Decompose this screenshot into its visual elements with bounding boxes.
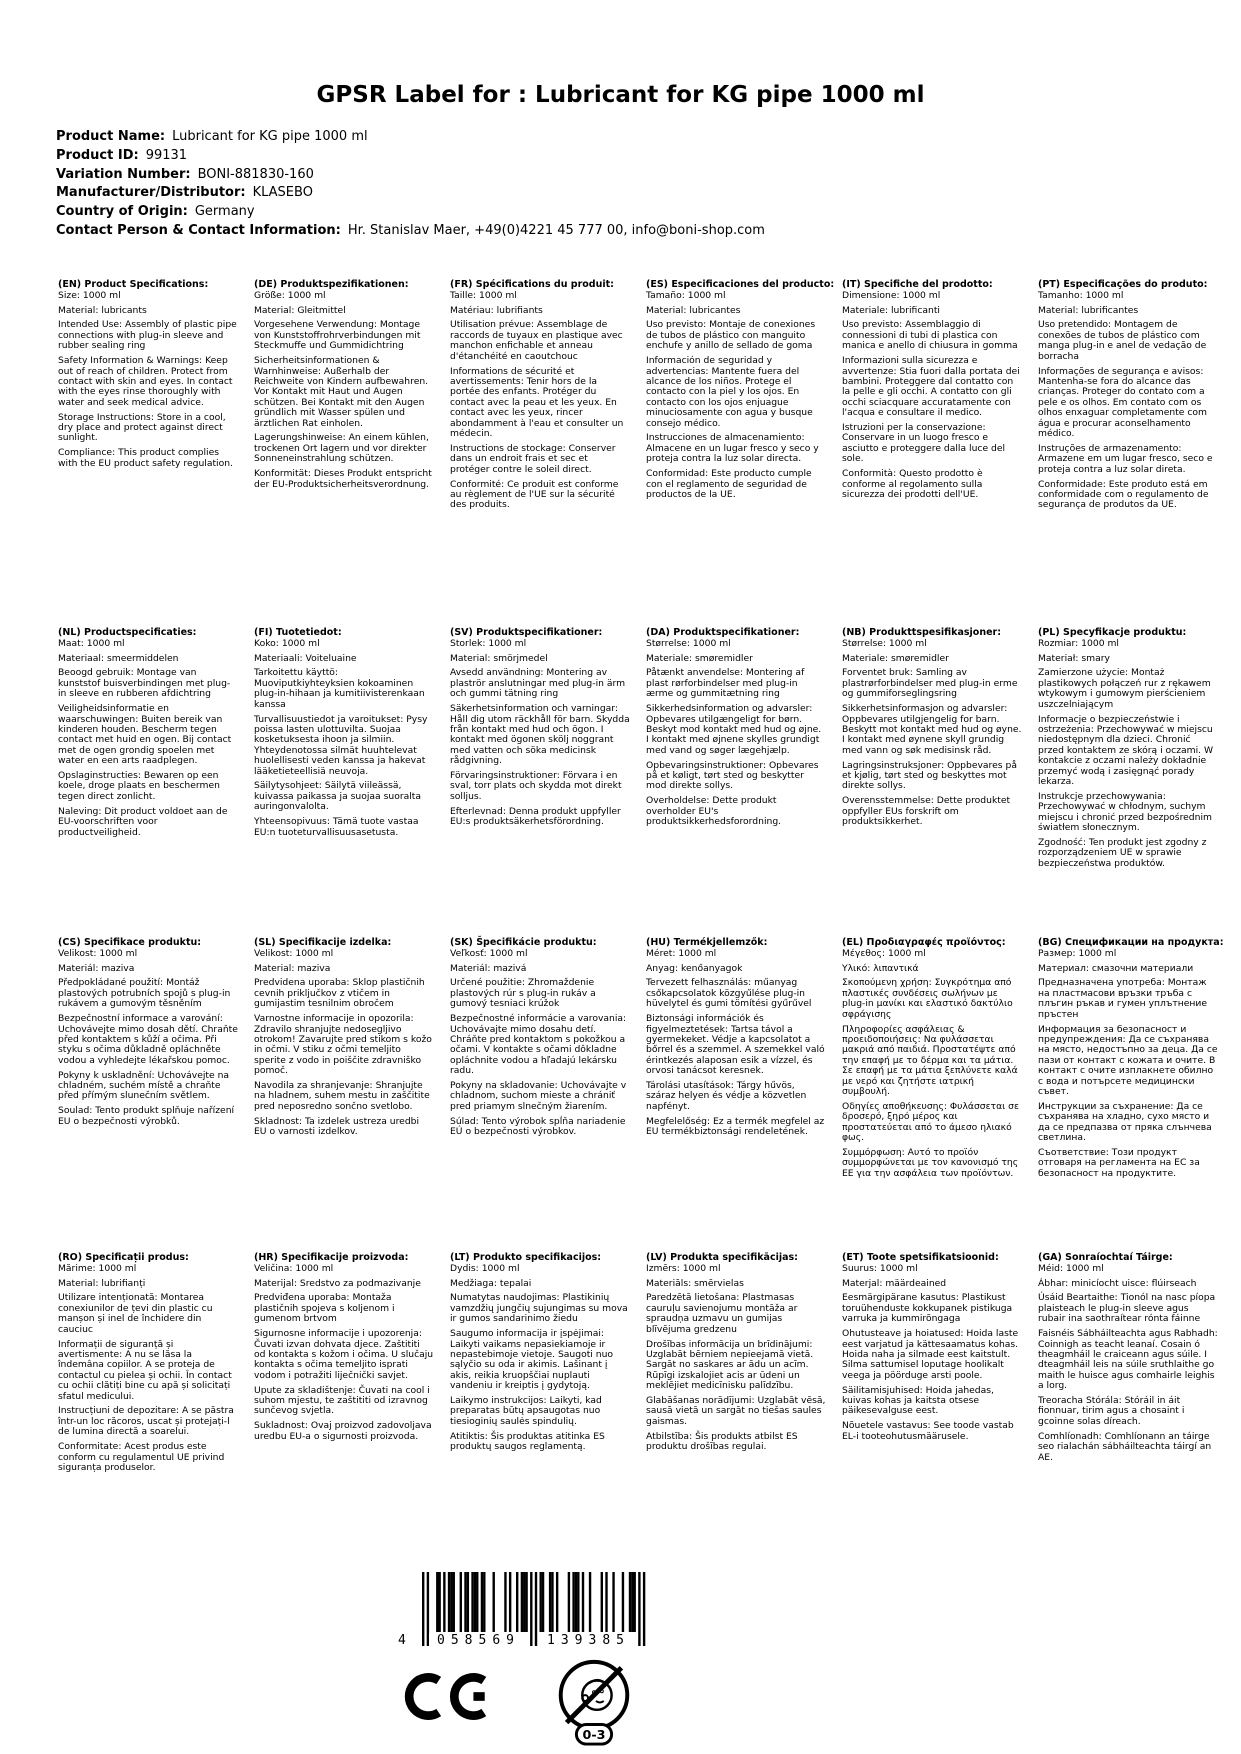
lang-paragraph: Suurus: 1000 ml xyxy=(842,1262,918,1274)
lang-paragraph: Turvallisuustiedot ja varoitukset: Pysy poissa lasten ulottuvilta. Suojaa kosketuksesta ihoon ja silmiin. Yhteydenotossa silmät huuhtelevat huolellisesti veden kanssa ja hakevat lääketieteellisiä neuvoja. xyxy=(254,713,428,777)
lang-paragraph: Zgodność: Ten produkt jest zgodny z rozporządzeniem UE w sprawie bezpieczeństwa produktów. xyxy=(1038,837,1207,869)
lang-paragraph: Bezpečnostné informácie a varovania: Uchovávajte mimo dosahu detí. Chráňte pred kontaktom s pokožkou a očami. V kontakte s očami dôkladne opláchnite vodou a hľadajú lekársku radu. xyxy=(450,1013,627,1077)
language-grid xyxy=(58,279,1224,1478)
lang-paragraph: Información de seguridad y advertencias: Mantente fuera del alcance de los niños. Protege el contacto con la piel y los ojos. En contacto con los ojos enjuague minuciosamente con agua y busque consejo médico. xyxy=(646,355,813,429)
lang-paragraph: Skladnost: Ta izdelek ustreza uredbi EU o varnosti izdelkov. xyxy=(254,1115,420,1138)
lang-paragraph: Instructions de stockage: Conserver dans un endroit frais et sec et protéger contre le soleil direct. xyxy=(450,442,616,475)
lang-paragraph: Veiligheidsinformatie en waarschuwingen: Buiten bereik van kinderen houden. Bescherm tegen contact met huid en ogen. Bij contact met de ogen grondig spoelen met water en een arts raadplegen. xyxy=(58,703,232,767)
lang-paragraph: Säilytysohjeet: Säilytä viileässä, kuivassa paikassa ja suojaa suoralta auringonvalolta. xyxy=(254,780,422,813)
lang-block-da xyxy=(646,628,826,832)
page-title: GPSR Label for : Lubricant for KG pipe 1000 ml xyxy=(316,82,925,108)
lang-paragraph: Conformidad: Este producto cumple con el reglamento de seguridad de productos de la UE. xyxy=(646,468,812,500)
lang-paragraph: Safety Information & Warnings: Keep out of reach of children. Protect from contact with skin and eyes. In contact with the eyes rinse thoroughly with water and seek medical advice. xyxy=(58,355,233,408)
lang-heading: (SL) Specifikacije izdelka: xyxy=(254,937,392,948)
lang-paragraph: Rozmiar: 1000 ml xyxy=(1038,637,1119,649)
lang-heading: (EN) Product Specifications: xyxy=(58,279,209,290)
lang-paragraph: Pokyny k uskladnění: Uchovávejte na chladném, suchém místě a chraňte před přímým slunečním světlem. xyxy=(58,1069,230,1102)
lang-paragraph: Materiál: mazivá xyxy=(450,962,527,974)
lang-paragraph: Size: 1000 ml xyxy=(58,289,121,301)
lang-paragraph: Yhteensopivuus: Tämä tuote vastaa EU:n tuoteturvallisuusasetusta. xyxy=(254,816,419,838)
lang-paragraph: Ohutusteave ja hoiatused: Hoida laste eest varjatud ja kättesaamatus kohas. Hoida naha ja silmade eest kaitstult. Silma sattumisel loputage hoolikalt veega ja pöörduge arsti poole. xyxy=(842,1328,1019,1381)
lang-paragraph: Informations de sécurité et avertissements: Tenir hors de la portée des enfants. Protéger du contact avec la peau et les yeux. En contact avec les yeux, rincer abondamment à l'eau et consulter un médecin. xyxy=(450,365,624,439)
lang-paragraph: Dydis: 1000 ml xyxy=(450,1262,520,1274)
barcode-area xyxy=(396,1572,658,1664)
lang-paragraph: Určené použitie: Zhromaždenie plastových rúr s plug-in rukáv a gumový tesniaci krúžok xyxy=(450,977,596,1010)
lang-paragraph: Инструкции за съхранение: Да се съхранява на хладно, сухо място и да се предпазва от пряка слънчева светлина. xyxy=(1038,1100,1212,1144)
lang-paragraph: Sikkerhedsinformation og advarsler: Opbevares utilgængeligt for børn. Beskyt mod kontakt med hud og øjne. I kontakt med øjnene skylles grundigt med vand og søger lægehjælp. xyxy=(646,703,822,756)
lang-paragraph: Nõuetele vastavus: See toode vastab EL-i tooteohutusmäärusele. xyxy=(842,1420,1014,1442)
lang-paragraph: Uso previsto: Montaje de conexiones de tubos de plástico con manguito enchufe y anillo de sellado de goma xyxy=(646,319,816,352)
lang-paragraph: Megfelelőség: Ez a termék megfelel az EU termékbiztonsági rendeletének. xyxy=(646,1115,825,1138)
lang-paragraph: Съответствие: Този продукт отговаря на регламента на ЕС за безопасност на продуктите. xyxy=(1038,1147,1200,1179)
lang-paragraph: Uso pretendido: Montagem de conexões de tubos de plástico com manga plug-in e anel de vedação de borracha xyxy=(1038,319,1207,362)
lang-paragraph: Tamanho: 1000 ml xyxy=(1038,289,1124,301)
lang-heading: (HR) Specifikacije proizvoda: xyxy=(254,1252,409,1263)
lang-paragraph: Medžiaga: tepalai xyxy=(450,1277,532,1289)
product-info-label: Variation Number: xyxy=(56,166,191,182)
lang-paragraph: Sicherheitsinformationen & Warnhinweise: Außerhalb der Reichweite von Kindern aufbewahren. Vor Kontakt mit Haut und Augen schützen. Bei Kontakt mit den Augen gründlich mit Wasser spülen und ärztlichen Rat einholen. xyxy=(254,355,429,429)
lang-heading: (LV) Produkta specifikācijas: xyxy=(646,1252,798,1263)
lang-paragraph: Förvaringsinstruktioner: Förvara i en sval, torr plats och skydda mot direkt solljus. xyxy=(450,770,622,802)
lang-paragraph: Predvidena uporaba: Sklop plastičnih cevnih priključkov z vtičem in gumijastim tesnilnim obročem xyxy=(254,977,425,1010)
lang-paragraph: Zamierzone użycie: Montaż plastikowych połączeń rur z rękawem wtykowym i gumowym pierścieniem uszczelniającym xyxy=(1038,667,1211,710)
lang-paragraph: Istruzioni per la conservazione: Conservare in un luogo fresco e asciutto e proteggere dalla luce del sole. xyxy=(842,422,1006,465)
lang-block-nb xyxy=(842,628,1022,832)
lang-heading: (CS) Specifikace produktu: xyxy=(58,937,202,948)
lang-heading: (ES) Especificaciones del producto: xyxy=(646,279,835,290)
lang-paragraph: Paredzētā lietošana: Plastmasas cauruļu savienojumu montāža ar spraudņa uzmavu un gumijas blīvējuma gredzenu xyxy=(646,1292,798,1335)
lang-paragraph: Úsáid Beartaithe: Tionól na nasc píopa plaisteach le plug-in sleeve agus rubair ina saothraítear rónta fáinne xyxy=(1038,1292,1216,1325)
lang-paragraph: Materijal: Sredstvo za podmazivanje xyxy=(254,1277,421,1289)
lang-heading: (NL) Productspecificaties: xyxy=(58,627,197,638)
lang-block-et xyxy=(842,1253,1022,1447)
lang-paragraph: Maat: 1000 ml xyxy=(58,637,125,649)
lang-paragraph: Laikymo instrukcijos: Laikyti, kad preparatas būtų apsaugotas nuo tiesioginių saulės spindulių. xyxy=(450,1395,602,1427)
lang-paragraph: Velikost: 1000 ml xyxy=(58,947,138,959)
product-info-value: BONI-881830-160 xyxy=(197,166,314,182)
lang-block-pt xyxy=(1038,280,1218,515)
lang-block-lv xyxy=(646,1253,826,1457)
product-info-row xyxy=(56,128,765,147)
lang-paragraph: Conformité: Ce produit est conforme au règlement de l'UE sur la sécurité des produits. xyxy=(450,478,619,511)
lang-paragraph: Navodila za shranjevanje: Shranjujte na hladnem, suhem mestu in zaščitite pred neposredno sončno svetlobo. xyxy=(254,1080,430,1112)
barcode-digit-first: 4 xyxy=(398,1633,406,1648)
lang-block-fr xyxy=(450,280,630,515)
lang-paragraph: Größe: 1000 ml xyxy=(254,289,326,301)
lang-paragraph: Materiál: maziva xyxy=(58,962,135,974)
lang-heading: (DA) Produktspecifikationer: xyxy=(646,627,800,638)
product-info-label: Country of Origin: xyxy=(56,204,188,220)
lang-paragraph: Säkerhetsinformation och varningar: Håll dig utom räckhåll för barn. Skydda från kontakt med hud och ögon. I kontakt med ögonen skölj noggrant med vatten och söka medicinsk rådgivning. xyxy=(450,703,630,767)
lang-paragraph: Pokyny na skladovanie: Uchovávajte v chladnom, suchom mieste a chrániť pred priamym slnečným žiarením. xyxy=(450,1080,627,1112)
lang-paragraph: Lagringsinstruksjoner: Oppbevares på et kjølig, tørt sted og beskyttes mot direkte sollys. xyxy=(842,759,1017,792)
lang-paragraph: Instruções de armazenamento: Armazene em um lugar fresco, seco e proteja contra a luz solar direta. xyxy=(1038,442,1213,475)
lang-paragraph: Compliance: This product complies with the EU product safety regulation. xyxy=(58,447,233,469)
lang-paragraph: Forventet bruk: Samling av plastrørforbindelser med plug-in erme og gummiforseglingsring xyxy=(842,667,1018,700)
lang-paragraph: Méid: 1000 ml xyxy=(1038,1262,1104,1274)
lang-paragraph: Soulad: Tento produkt splňuje nařízení EU o bezpečnosti výrobků. xyxy=(58,1105,235,1127)
lang-paragraph: Předpokládané použití: Montáž plastových potrubních spojů s plug-in rukávem a gumovým těsněním xyxy=(58,977,231,1010)
lang-paragraph: Информация за безопасност и предупреждения: Да се съхранява на място, недостъпно за деца. Да се пази от контакт с кожата и очите. В контакт с очите изплакнете обилно с вода и потърсете медицински съвет. xyxy=(1038,1023,1218,1097)
lang-paragraph: Varnostne informacije in opozorila: Zdravilo shranjujte nedosegljivo otrokom! Zavarujte pred stikom s kožo in očmi. V stiku z očmi temeljito sperite z vodo in poiščite zdravniško pomoč. xyxy=(254,1013,432,1077)
lang-paragraph: Velikost: 1000 ml xyxy=(254,947,334,959)
lang-paragraph: Atbilstība: Šis produkts atbilst ES produktu drošības regulai. xyxy=(646,1430,798,1453)
lang-paragraph: Tamaño: 1000 ml xyxy=(646,289,726,301)
lang-paragraph: Lagerungshinweise: An einem kühlen, trockenen Ort lagern und vor direkter Sonneneinstrahlung schützen. xyxy=(254,432,429,465)
lang-paragraph: Συμμόρφωση: Αυτό το προϊόν συμμορφώνεται με τον κανονισμό της ΕΕ για την ασφάλεια των προϊόντων. xyxy=(842,1147,1019,1179)
lang-paragraph: Súlad: Tento výrobok spĺňa nariadenie EÚ o bezpečnosti výrobkov. xyxy=(450,1115,626,1138)
lang-paragraph: Μέγεθος: 1000 ml xyxy=(842,947,926,959)
ce-mark-icon xyxy=(404,1672,496,1725)
product-info xyxy=(56,128,765,241)
lang-paragraph: Materiaal: smeermiddelen xyxy=(58,652,179,664)
product-info-label: Contact Person & Contact Information: xyxy=(56,222,341,238)
lang-paragraph: Påtænkt anvendelse: Montering af plast rørforbindelser med plug-in ærme og gummitætning ring xyxy=(646,667,805,700)
lang-heading: (DE) Produktspezifikationen: xyxy=(254,279,409,290)
lang-heading: (HU) Termékjellemzők: xyxy=(646,937,768,948)
lang-paragraph: Overensstemmelse: Dette produktet oppfyller EUs forskrift om produktsikkerhet. xyxy=(842,795,1011,828)
lang-paragraph: Naleving: Dit product voldoet aan de EU-voorschriften voor productveiligheid. xyxy=(58,805,228,838)
product-info-value: Germany xyxy=(194,204,255,220)
product-info-value: 99131 xyxy=(145,147,188,163)
lang-paragraph: Informações de segurança e avisos: Mantenha-se fora do alcance das crianças. Proteger do contato com a pele e os olhos. Em contato com os olhos enxaguar completamente com água e procurar aconselhamento médico. xyxy=(1038,365,1207,439)
lang-paragraph: Material: lubricants xyxy=(58,304,147,316)
product-info-value: Lubricant for KG pipe 1000 ml xyxy=(172,129,368,144)
lang-paragraph: Opbevaringsinstruktioner: Opbevares på et køligt, tørt sted og beskytter mod direkte sollys. xyxy=(646,759,819,792)
lang-heading: (PT) Especificações do produto: xyxy=(1038,279,1208,290)
lang-paragraph: Vorgesehene Verwendung: Montage von Kunststoffrohrverbindungen mit Steckmuffe und Gummidichtring xyxy=(254,319,421,352)
lang-paragraph: Ábhar: minicíocht uisce: flúirseach xyxy=(1038,1277,1197,1289)
lang-block-it xyxy=(842,280,1022,505)
lang-paragraph: Izmērs: 1000 ml xyxy=(646,1262,721,1274)
lang-paragraph: Material: smörjmedel xyxy=(450,652,548,664)
age-warning-label: 0-3 xyxy=(582,1727,606,1743)
lang-paragraph: Предназначена употреба: Монтаж на пластмасови връзки тръба с плъгин ръкав и гумен уплътнение пръстен xyxy=(1038,977,1208,1020)
lang-block-hu xyxy=(646,938,826,1142)
lang-paragraph: Anyag: kenőanyagok xyxy=(646,962,743,974)
lang-paragraph: Materiāls: smērvielas xyxy=(646,1277,744,1289)
lang-paragraph: Conformitate: Acest produs este conform cu regulamentul UE privind siguranța produselor. xyxy=(58,1441,225,1473)
lang-paragraph: Säilitamisjuhised: Hoida jahedas, kuivas kohas ja kaitsta otsese päikesevalguse eest. xyxy=(842,1384,994,1417)
lang-block-bg xyxy=(1038,937,1224,1184)
lang-paragraph: Tarkoitettu käyttö: Muoviputkiyhteyksien kokoaminen plug-in-hihaan ja kumitiivisterenkaan kanssa xyxy=(254,667,425,710)
lang-paragraph: Material: lubrificantes xyxy=(1038,304,1139,316)
lang-paragraph: Intended Use: Assembly of plastic pipe connections with plug-in sleeve and rubber sealing ring xyxy=(58,319,237,352)
lang-heading: (LT) Produkto specifikacijos: xyxy=(450,1252,602,1263)
product-info-value: Hr. Stanislav Maer, +49(0)4221 45 777 00, info@boni-shop.com xyxy=(347,222,765,238)
lang-paragraph: Størrelse: 1000 ml xyxy=(646,637,731,649)
lang-block-sv xyxy=(450,628,630,832)
product-info-label: Product ID: xyxy=(56,147,139,163)
lang-paragraph: Materiaali: Voiteluaine xyxy=(254,652,357,664)
lang-paragraph: Tervezett felhasználás: műanyag csőkapcsolatok közgyűlése plug-in hüvelytel és gumi tömítési gyűrűvel xyxy=(646,977,812,1010)
lang-paragraph: Materiale: smøremidler xyxy=(842,652,949,664)
lang-heading: (NB) Produkttspesifikasjoner: xyxy=(842,627,1002,638)
lang-heading: (ET) Toote spetsifikatsioonid: xyxy=(842,1252,999,1263)
lang-paragraph: Veličina: 1000 ml xyxy=(254,1262,334,1274)
lang-paragraph: Matériau: lubrifiants xyxy=(450,304,543,316)
lang-paragraph: Beoogd gebruik: Montage van kunststof buisverbindingen met plug-in sleeve en rubberen afdichtring xyxy=(58,667,231,700)
lang-paragraph: Faisnéis Sábháilteachta agus Rabhadh: Coinnigh as teacht leanaí. Cosain ó theagmháil le craiceann agus súile. I dteagmháil leis na súile sruthlaithe go maith le huisce agus comhairle leighis a lorg. xyxy=(1038,1328,1218,1392)
lang-block-ro xyxy=(58,1253,238,1478)
lang-paragraph: Materiale: smøremidler xyxy=(646,652,753,664)
lang-paragraph: Πληροφορίες ασφάλειας & προειδοποιήσεις: Να φυλάσσεται μακριά από παιδιά. Προστατέψτε από την επαφή με το δέρμα και τα μάτια. Σε επαφή με τα μάτια ξεπλύνετε καλά με νερό και ζητήστε ιατρική συμβουλή. xyxy=(842,1023,1018,1097)
age-warning-0-3-icon xyxy=(552,1656,636,1752)
lang-paragraph: Materiał: smary xyxy=(1038,652,1110,664)
product-info-row xyxy=(56,203,765,222)
lang-paragraph: Mărime: 1000 ml xyxy=(58,1262,137,1274)
lang-block-sk xyxy=(450,938,630,1142)
lang-paragraph: Materjal: määrdeained xyxy=(842,1277,947,1289)
lang-paragraph: Numatytas naudojimas: Plastikinių vamzdžių jungčių sujungimas su mova ir gumos sandarinimo žiedu xyxy=(450,1292,628,1325)
lang-paragraph: Koko: 1000 ml xyxy=(254,637,320,649)
product-info-row xyxy=(56,184,765,203)
lang-block-el xyxy=(842,938,1022,1184)
product-info-value: KLASEBO xyxy=(252,185,313,201)
lang-paragraph: Material: lubrifianți xyxy=(58,1277,146,1289)
lang-paragraph: Konformität: Dieses Produkt entspricht der EU-Produktsicherheitsverordnung. xyxy=(254,468,432,490)
lang-paragraph: Utilizare intenționată: Montarea conexiunilor de țevi din plastic cu manșon și inel de închidere din cauciuc xyxy=(58,1292,213,1335)
lang-block-pl xyxy=(1038,628,1218,874)
lang-paragraph: Storage Instructions: Store in a cool, dry place and protect against direct sunlight. xyxy=(58,411,226,444)
lang-block-lt xyxy=(450,1253,630,1457)
lang-paragraph: Informații de siguranță și avertismente: A nu se lăsa la îndemâna copiilor. A se proteja de contactul cu pielea și ochii. În contact cu ochii clătiți bine cu apă și solicitați sfatul medicului. xyxy=(58,1338,232,1402)
lang-paragraph: Opslaginstructies: Bewaren op een koele, droge plaats en beschermen tegen direct zonlicht. xyxy=(58,770,220,802)
lang-heading: (SK) Špecifikácie produktu: xyxy=(450,937,597,948)
lang-heading: (FR) Spécifications du produit: xyxy=(450,279,614,290)
product-info-label: Product Name: xyxy=(56,129,166,144)
lang-heading: (FI) Tuotetiedot: xyxy=(254,627,342,638)
lang-paragraph: Dimensione: 1000 ml xyxy=(842,289,941,301)
lang-paragraph: Informacje o bezpieczeństwie i ostrzeżenia: Przechowywać w miejscu niedostępnym dla dzieci. Chronić przed kontaktem ze skórą i oczami. W kontakcie z oczami należy dokładnie przemyć wodą i zasięgnąć porady lekarza. xyxy=(1038,713,1214,787)
lang-paragraph: Størrelse: 1000 ml xyxy=(842,637,927,649)
barcode-digits-right: 139385 xyxy=(539,1633,638,1648)
product-info-row xyxy=(56,222,765,241)
lang-paragraph: Comhlíonadh: Comhlíonann an táirge seo rialachán sábháilteachta táirgí an AE. xyxy=(1038,1430,1212,1463)
lang-paragraph: Instrucciones de almacenamiento: Almacene en un lugar fresco y seco y proteja contra la luz solar directa. xyxy=(646,432,819,465)
lang-paragraph: Eesmärgipärane kasutus: Plastikust toruühenduste kokkupanek pistikuga varruka ja kummirõngaga xyxy=(842,1292,1013,1325)
barcode-digits-left: 058569 xyxy=(429,1633,528,1648)
lang-heading: (SV) Produktspecifikationer: xyxy=(450,627,603,638)
lang-block-en xyxy=(58,280,238,474)
lang-heading: (RO) Specificații produs: xyxy=(58,1252,189,1263)
lang-paragraph: Veľkosť: 1000 ml xyxy=(450,947,528,959)
lang-block-fi xyxy=(254,628,434,843)
lang-paragraph: Efterlevnad: Denna produkt uppfyller EU:s produktsäkerhetsförordning. xyxy=(450,805,621,828)
lang-block-nl xyxy=(58,628,238,843)
lang-paragraph: Méret: 1000 ml xyxy=(646,947,717,959)
lang-paragraph: Material: maziva xyxy=(254,962,331,974)
lang-paragraph: Drošības informācija un brīdinājumi: Uzglabāt bērniem nepieejamā vietā. Sargāt no saskares ar ādu un acīm. Rūpīgi izskalojiet acis ar ūdeni un meklējiet medicīnisku palīdzību. xyxy=(646,1338,814,1392)
lang-paragraph: Informazioni sulla sicurezza e avvertenze: Stia fuori dalla portata dei bambini. Proteggere dal contatto con la pelle e gli occhi. A contatto con gli occhi sciacquare accuratamente con l'acqua e consultare il medico. xyxy=(842,355,1020,419)
lang-paragraph: Sikkerhetsinformasjon og advarsler: Oppbevares utilgjengelig for barn. Beskytt mot kontakt med hud og øyne. I kontakt med øynene skyll grundig med vann og søk medisinsk råd. xyxy=(842,703,1022,756)
lang-heading: (PL) Specyfikacje produktu: xyxy=(1038,627,1187,638)
lang-paragraph: Biztonsági információk és figyelmeztetések: Tartsa távol a gyermekeket. Védje a kapcsolatot a bőrrel és a szemmel. A szemekkel való érintkezés alaposan esik a vízzel, és orvosi tanácsot keresnek. xyxy=(646,1013,825,1077)
lang-paragraph: Sigurnosne informacije i upozorenja: Čuvati izvan dohvata djece. Zaštititi od kontakta s kožom i očima. U slučaju kontakta s očima temeljito isprati vodom i potražiti liječnički savjet. xyxy=(254,1328,434,1381)
lang-paragraph: Material: Gleitmittel xyxy=(254,304,346,316)
product-info-row xyxy=(56,147,765,166)
lang-heading: (BG) Спецификации на продукта: xyxy=(1038,937,1224,948)
lang-heading: (IT) Specifiche del prodotto: xyxy=(842,279,993,290)
lang-paragraph: Bezpečnostní informace a varování: Uchovávejte mimo dosah dětí. Chraňte před kontaktem s kůží a očima. Při styku s očima důkladně opláchněte vodou a vyhledejte lékařskou pomoc. xyxy=(58,1013,238,1066)
lang-paragraph: Υλικό: λιπαντικά xyxy=(842,962,919,974)
lang-paragraph: Atitiktis: Šis produktas atitinka ES produktų saugos reglamentą. xyxy=(450,1430,605,1453)
lang-paragraph: Conformidade: Este produto está em conformidade com o regulamento de segurança de produtos da UE. xyxy=(1038,478,1209,511)
lang-block-ga xyxy=(1038,1253,1218,1468)
lang-paragraph: Uso previsto: Assemblaggio di connessioni di tubi di plastica con manica e anello di chiusura in gomma xyxy=(842,319,1018,352)
lang-paragraph: Material: lubricantes xyxy=(646,304,741,316)
lang-block-hr xyxy=(254,1253,434,1447)
lang-paragraph: Οδηγίες αποθήκευσης: Φυλάσσεται σε δροσερό, ξηρό μέρος και προστατεύεται από το άμεσο ηλιακό φως. xyxy=(842,1100,1019,1144)
lang-paragraph: Avsedd användning: Montering av plaströr anslutningar med plug-in ärm och gummi tätning ring xyxy=(450,667,626,700)
lang-paragraph: Instrucțiuni de depozitare: A se păstra într-un loc răcoros, uscat și protejați-l de lumina directă a soarelui. xyxy=(58,1405,234,1438)
lang-paragraph: Размер: 1000 ml xyxy=(1038,947,1117,959)
lang-paragraph: Glabāšanas norādījumi: Uzglabāt vēsā, sausā vietā un sargāt no tiešas saules gaismas. xyxy=(646,1395,826,1427)
lang-heading: (GA) Sonraíochtaí Táirge: xyxy=(1038,1252,1173,1263)
lang-paragraph: Conformità: Questo prodotto è conforme al regolamento sulla sicurezza dei prodotti dell'UE. xyxy=(842,468,983,500)
lang-paragraph: Sukladnost: Ovaj proizvod zadovoljava uredbu EU-a o sigurnosti proizvoda. xyxy=(254,1420,432,1442)
lang-paragraph: Taille: 1000 ml xyxy=(450,289,517,301)
lang-paragraph: Upute za skladištenje: Čuvati na cool i suhom mjestu, te zaštititi od izravnog sunčevog svjetla. xyxy=(254,1384,430,1417)
lang-paragraph: Utilisation prévue: Assemblage de raccords de tuyaux en plastique avec manchon enfichable et anneau d'étanchéité en caoutchouc xyxy=(450,319,623,362)
lang-paragraph: Saugumo informacija ir įspėjimai: Laikyti vaikams nepasiekiamoje ir nepastebimoje vietoje. Saugoti nuo sąlyčio su oda ir akimis. Lašinant į akis, reikia kruopščiai nuplauti vandeniu ir kreiptis į gydytoją. xyxy=(450,1328,614,1392)
lang-paragraph: Treoracha Stórála: Stóráil in áit fionnuar, tirim agus a chosaint i gcoinne solas díreach. xyxy=(1038,1395,1185,1427)
lang-paragraph: Overholdelse: Dette produkt overholder EU's produktsikkerhedsforordning. xyxy=(646,795,782,828)
lang-block-es xyxy=(646,279,835,505)
lang-block-de xyxy=(254,280,434,495)
lang-paragraph: Σκοπούμενη χρήση: Συγκρότημα από πλαστικές συνδέσεις σωλήνων με plug-in μανίκι και ελαστικό δακτύλιο σφράγισης xyxy=(842,977,1013,1020)
lang-paragraph: Instrukcje przechowywania: Przechowywać w chłodnym, suchym miejscu i chronić przed bezpośrednim światłem słonecznym. xyxy=(1038,790,1212,834)
lang-heading: (EL) Προδιαγραφές προϊόντος: xyxy=(842,937,1006,948)
lang-block-cs xyxy=(58,938,238,1132)
lang-paragraph: Tárolási utasítások: Tárgy hűvös, száraz helyen és védje a közvetlen napfényt. xyxy=(646,1080,807,1112)
lang-paragraph: Materiale: lubrificanti xyxy=(842,304,940,316)
lang-block-sl xyxy=(254,938,434,1142)
lang-paragraph: Predviđena uporaba: Montaža plastičnih spojeva s koljenom i gumenom brtvom xyxy=(254,1292,395,1325)
product-info-row xyxy=(56,166,765,185)
lang-paragraph: Storlek: 1000 ml xyxy=(450,637,527,649)
lang-paragraph: Материал: смазочни материали xyxy=(1038,962,1194,974)
product-info-label: Manufacturer/Distributor: xyxy=(56,185,246,201)
